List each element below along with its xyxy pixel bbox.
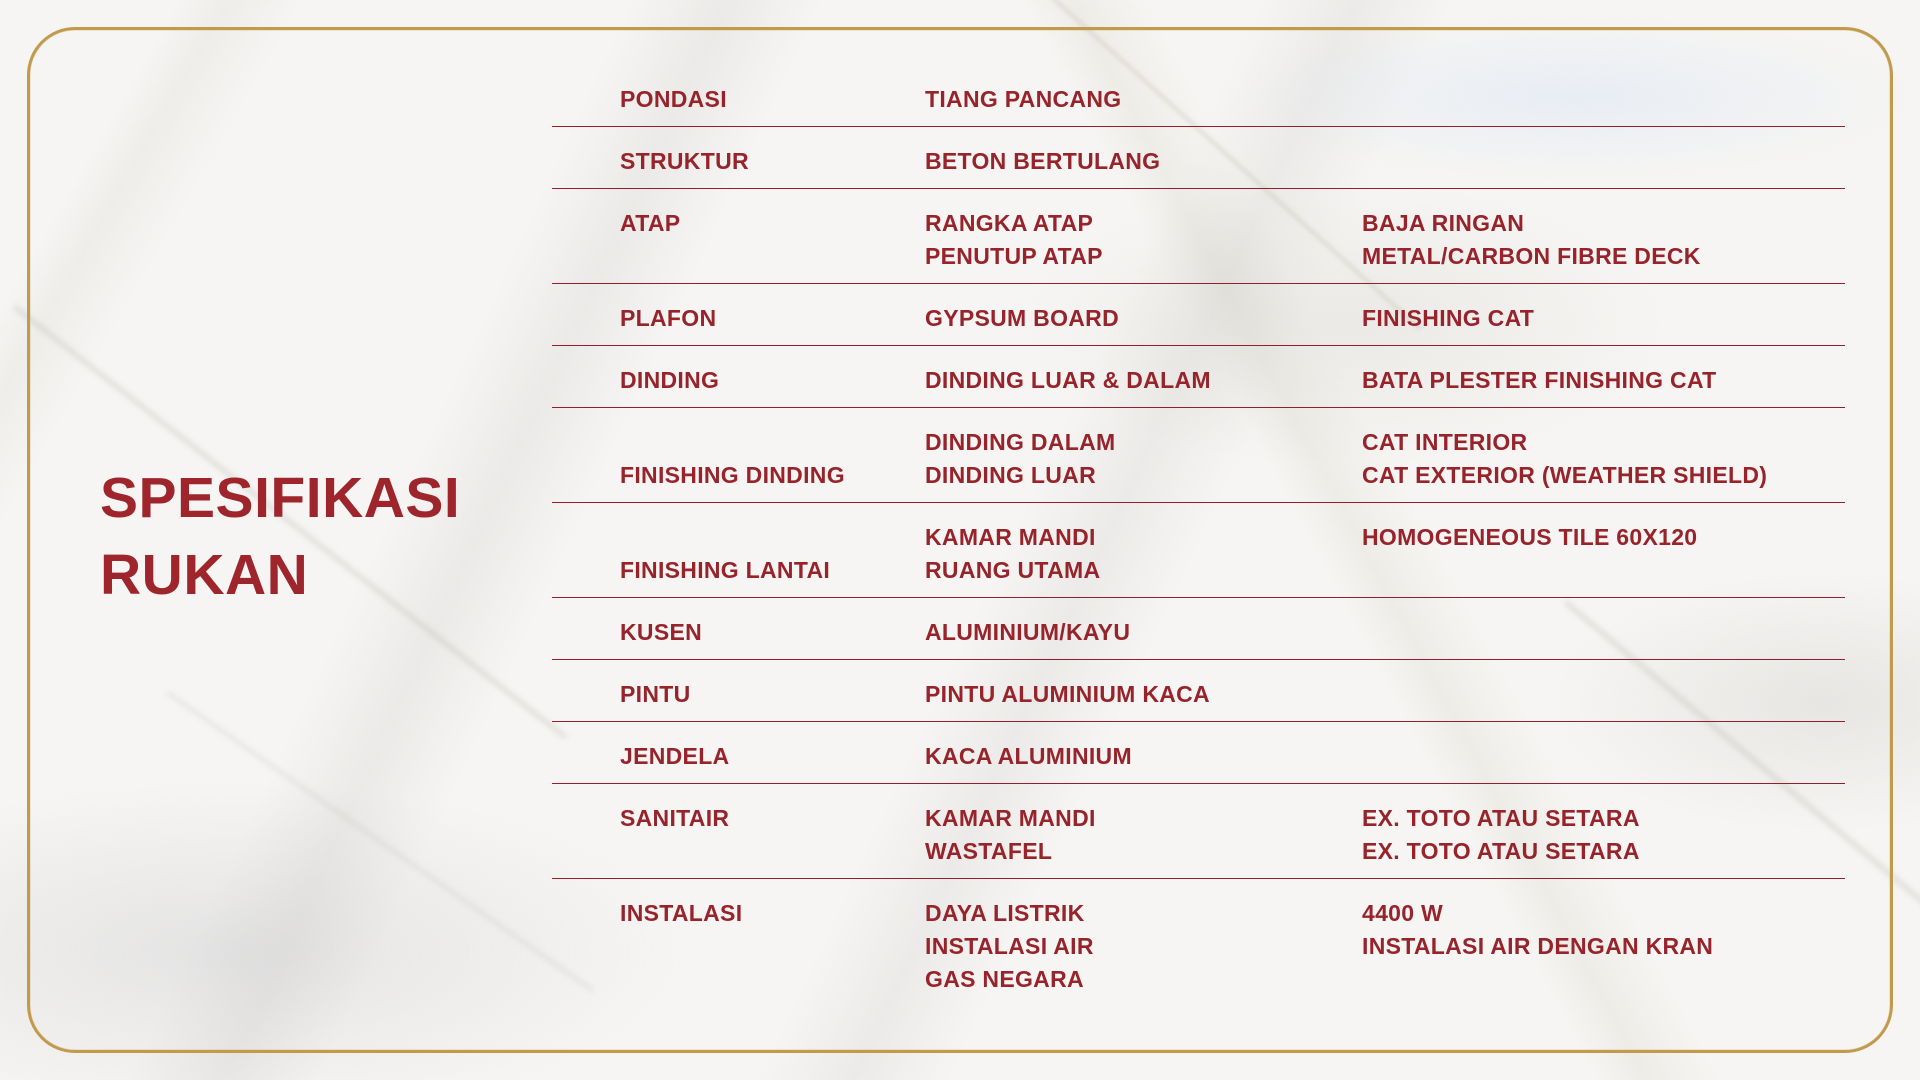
spec-value-finishing-dinding xyxy=(1362,426,1845,492)
spec-value-atap xyxy=(1362,207,1845,273)
spec-value-text: CAT INTERIOR xyxy=(1362,429,1528,455)
spec-detail-plafon xyxy=(925,302,1362,335)
spec-label-atap xyxy=(620,207,925,273)
spec-label-text: PONDASI xyxy=(620,86,727,112)
spec-label-text: JENDELA xyxy=(620,743,730,769)
spec-detail-text: WASTAFEL xyxy=(925,838,1053,864)
table-row-dinding xyxy=(552,346,1845,408)
spec-detail-struktur xyxy=(925,145,1362,178)
spec-detail-text: RUANG UTAMA xyxy=(925,557,1101,583)
spec-label-text: PLAFON xyxy=(620,305,717,331)
spec-detail-atap xyxy=(925,207,1362,273)
spec-label-text: STRUKTUR xyxy=(620,148,749,174)
table-row-struktur xyxy=(552,127,1845,189)
spec-detail-text: INSTALASI AIR xyxy=(925,933,1094,959)
spec-value-struktur xyxy=(1362,145,1845,178)
spec-detail-text: GYPSUM BOARD xyxy=(925,305,1120,331)
spec-detail-text: PINTU ALUMINIUM KACA xyxy=(925,681,1210,707)
spec-label-dinding xyxy=(620,364,925,397)
spec-label-text: DINDING xyxy=(620,367,720,393)
table-row-sanitair xyxy=(552,784,1845,879)
spec-detail-text: KAMAR MANDI xyxy=(925,805,1096,831)
spec-detail-text: DINDING DALAM xyxy=(925,429,1116,455)
spec-detail-dinding xyxy=(925,364,1362,397)
spec-label-plafon xyxy=(620,302,925,335)
spec-label-finishing-lantai xyxy=(620,521,925,587)
spec-label-text: ATAP xyxy=(620,210,681,236)
table-row-jendela xyxy=(552,722,1845,784)
spec-detail-pintu xyxy=(925,678,1362,711)
spec-value-text: BATA PLESTER FINISHING CAT xyxy=(1362,367,1717,393)
spec-value-text: FINISHING CAT xyxy=(1362,305,1535,331)
spec-detail-text: DINDING LUAR & DALAM xyxy=(925,367,1211,393)
spec-value-text: METAL/CARBON FIBRE DECK xyxy=(1362,243,1701,269)
spec-detail-kusen xyxy=(925,616,1362,649)
spec-detail-pondasi xyxy=(925,83,1362,116)
table-row-kusen xyxy=(552,598,1845,660)
spec-detail-text: GAS NEGARA xyxy=(925,966,1084,992)
spec-value-kusen xyxy=(1362,616,1845,649)
spec-value-text: CAT EXTERIOR (WEATHER SHIELD) xyxy=(1362,462,1768,488)
spec-label-text: SANITAIR xyxy=(620,805,730,831)
spec-label-pondasi xyxy=(620,83,925,116)
spec-detail-text: KACA ALUMINIUM xyxy=(925,743,1132,769)
spec-detail-instalasi xyxy=(925,897,1362,996)
spec-label-text: KUSEN xyxy=(620,619,703,645)
spec-label-kusen xyxy=(620,616,925,649)
spec-label-text: FINISHING DINDING xyxy=(620,462,845,488)
spec-detail-text: KAMAR MANDI xyxy=(925,524,1096,550)
spec-detail-text: DAYA LISTRIK xyxy=(925,900,1085,926)
spec-detail-text: TIANG PANCANG xyxy=(925,86,1122,112)
spec-value-pintu xyxy=(1362,678,1845,711)
page-title-line2: RUKAN xyxy=(100,543,309,607)
spec-detail-finishing-lantai xyxy=(925,521,1362,587)
table-row-atap xyxy=(552,189,1845,284)
spec-value-text: BAJA RINGAN xyxy=(1362,210,1525,236)
table-row-pintu xyxy=(552,660,1845,722)
spec-label-text: PINTU xyxy=(620,681,691,707)
page-title xyxy=(100,460,540,614)
spec-label-instalasi xyxy=(620,897,925,996)
spec-value-plafon xyxy=(1362,302,1845,335)
spec-label-text: FINISHING LANTAI xyxy=(620,557,831,583)
spec-value-dinding xyxy=(1362,364,1845,397)
spec-detail-finishing-dinding xyxy=(925,426,1362,492)
table-row-pondasi xyxy=(552,65,1845,127)
specification-table xyxy=(552,65,1845,1006)
spec-detail-text: DINDING LUAR xyxy=(925,462,1096,488)
spec-value-finishing-lantai xyxy=(1362,521,1845,587)
spec-value-text: EX. TOTO ATAU SETARA xyxy=(1362,838,1640,864)
spec-value-jendela xyxy=(1362,740,1845,773)
spec-value-instalasi xyxy=(1362,897,1845,996)
spec-value-sanitair xyxy=(1362,802,1845,868)
table-row-plafon xyxy=(552,284,1845,346)
spec-detail-text: BETON BERTULANG xyxy=(925,148,1161,174)
table-row-finishing-dinding xyxy=(552,408,1845,503)
spec-label-sanitair xyxy=(620,802,925,868)
spec-detail-text: PENUTUP ATAP xyxy=(925,243,1103,269)
spec-value-text: EX. TOTO ATAU SETARA xyxy=(1362,805,1640,831)
spec-value-text: 4400 W xyxy=(1362,900,1444,926)
spec-detail-sanitair xyxy=(925,802,1362,868)
page-title-line1: SPESIFIKASI xyxy=(100,466,461,530)
table-row-finishing-lantai xyxy=(552,503,1845,598)
spec-value-pondasi xyxy=(1362,83,1845,116)
spec-detail-text: ALUMINIUM/KAYU xyxy=(925,619,1131,645)
spec-label-finishing-dinding xyxy=(620,426,925,492)
spec-label-struktur xyxy=(620,145,925,178)
spec-label-pintu xyxy=(620,678,925,711)
spec-detail-text: RANGKA ATAP xyxy=(925,210,1094,236)
spec-label-jendela xyxy=(620,740,925,773)
spec-value-text: INSTALASI AIR DENGAN KRAN xyxy=(1362,933,1714,959)
spec-value-text: HOMOGENEOUS TILE 60X120 xyxy=(1362,524,1698,550)
table-row-instalasi xyxy=(552,879,1845,1006)
spec-label-text: INSTALASI xyxy=(620,900,743,926)
spec-detail-jendela xyxy=(925,740,1362,773)
